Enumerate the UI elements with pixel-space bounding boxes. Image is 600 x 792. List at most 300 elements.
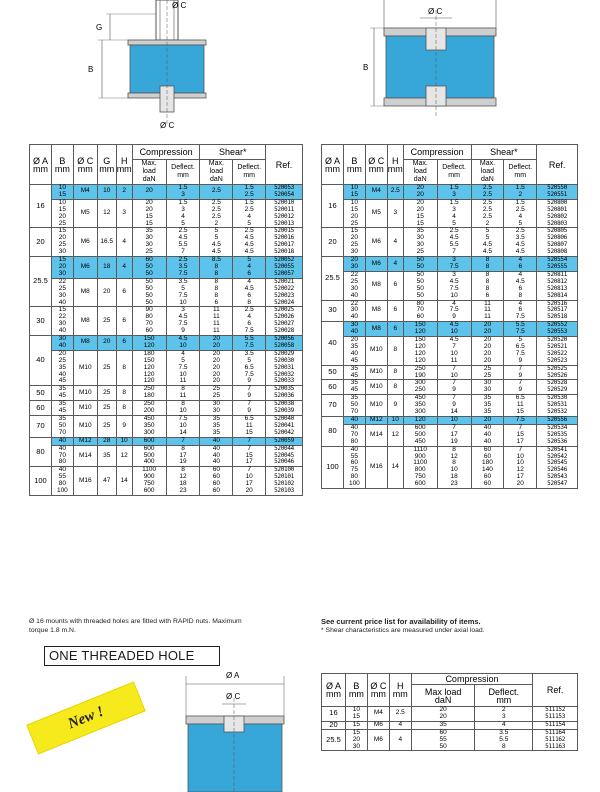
table-row <box>30 199 303 228</box>
cell-ml: 20 20 <box>403 185 437 200</box>
table-row <box>322 199 578 228</box>
cell-b: 20 30 <box>343 257 365 272</box>
cell-b: 15 20 30 <box>345 729 367 751</box>
cell-a: 25.5 <box>30 257 52 307</box>
cell-ref: 520516 520517 520518 <box>537 300 578 322</box>
cell-ref: 520038 520039 <box>266 401 303 416</box>
table-row <box>322 228 578 257</box>
cell-b: 40 55 60 75 80 100 <box>343 446 365 488</box>
cell-df: 1.5 3 4 5 <box>437 199 471 228</box>
note-availability-bold: See current price list for availability of items. <box>321 617 481 626</box>
table-row <box>30 386 303 401</box>
cell-b: 22 25 30 40 <box>51 278 73 307</box>
table-row <box>322 300 578 322</box>
cell-h: 14 <box>387 446 403 488</box>
cell-b: 35 45 <box>51 401 73 416</box>
cell-df: 7 <box>166 437 200 445</box>
cell-sl: 2.5 2.5 2.5 2 <box>200 199 233 228</box>
mount-diagram-one-threaded-hole <box>172 668 304 792</box>
cell-ml: 300 250 <box>403 380 437 395</box>
cell-sd: 4 4.5 6 8 <box>504 271 537 300</box>
cell-c: M8 <box>365 271 387 300</box>
header-b: B mm <box>343 145 365 185</box>
cell-a: 60 <box>30 401 52 416</box>
cell-c: M5 <box>73 199 97 228</box>
table-row <box>322 380 578 395</box>
table-row <box>30 350 303 386</box>
diagram-label-dc: Ø C <box>428 7 443 16</box>
cell-b: 35 50 70 <box>343 395 365 417</box>
cell-b: 40 55 80 100 <box>51 467 73 496</box>
cell-ref: 511152 511153 <box>533 707 578 722</box>
cell-sd: 5.5 7.5 <box>233 336 266 351</box>
cell-b: 35 45 <box>343 380 365 395</box>
table-row <box>322 271 578 300</box>
cell-sl: 11 11 11 11 <box>200 307 233 336</box>
header-compression: Compression <box>403 145 471 160</box>
cell-b: 40 70 80 <box>51 445 73 467</box>
cell-c: M14 <box>365 424 387 446</box>
cell-sl: 5 5 4.5 4.5 <box>471 228 504 257</box>
cell-ml: 50 50 50 50 <box>132 278 166 307</box>
cell-c: M16 <box>73 467 97 496</box>
cell-h: 3 <box>387 199 403 228</box>
cell-ref: 520520 520521 520522 520523 <box>537 337 578 366</box>
cell-sl: 30 30 <box>471 380 504 395</box>
cell-ref: 520025 520026 520027 520028 <box>266 307 303 336</box>
cell-b: 10 15 20 25 <box>51 199 73 228</box>
diagram-label-dc-top: Ø C <box>172 1 187 10</box>
section-title: ONE THREADED HOLE <box>44 646 220 666</box>
cell-ml: 80 70 60 <box>403 300 437 322</box>
cell-ref: 520552 520553 <box>537 322 578 337</box>
cell-c: M8 <box>365 300 387 322</box>
cell-df: 4.5 7 10 11 <box>437 337 471 366</box>
header-ref: Ref. <box>266 145 303 185</box>
cell-b: 15 20 30 <box>51 257 73 279</box>
cell-b: 40 <box>343 417 365 425</box>
header-max-load: Max. load daN <box>132 160 166 185</box>
cell-ref: 520811 520812 520813 520814 <box>537 271 578 300</box>
table-row <box>322 365 578 380</box>
cell-sl: 40 <box>200 437 233 445</box>
table-row <box>30 278 303 307</box>
cell-df: 7 9 <box>437 380 471 395</box>
cell-h: 9 <box>116 416 132 438</box>
cell-a: 16 <box>30 185 52 228</box>
cell-ref: 520800 520801 520802 520803 <box>537 199 578 228</box>
cell-a: 25.5 <box>322 257 344 300</box>
table-row <box>322 729 578 751</box>
cell-a: 50 <box>322 365 344 380</box>
cell-g: 28 <box>97 437 116 445</box>
cell-sl: 8 8 8 6 <box>200 278 233 307</box>
cell-h: 8 <box>387 337 403 366</box>
spec-table-two-threaded-holes <box>321 144 578 489</box>
cell-df: 3.5 5 7.5 10 <box>166 278 200 307</box>
cell-df: 8 10 <box>166 401 200 416</box>
table-row <box>30 401 303 416</box>
cell-c: M12 <box>73 437 97 445</box>
cell-ml: 20 20 15 15 <box>132 199 166 228</box>
header-shear-max-load: Max. load daN <box>471 160 504 185</box>
cell-sl: 60 60 180 140 60 60 <box>471 446 504 488</box>
cell-ref: 520040 520041 520042 <box>266 416 303 438</box>
cell-g: 10 <box>97 185 116 200</box>
cell-c: M10 <box>73 386 97 401</box>
cell-h: 14 <box>116 467 132 496</box>
cell-ml: 150 120 <box>403 322 437 337</box>
new-badge: New ! <box>26 681 146 754</box>
spec-table-one-threaded-hole <box>321 673 578 751</box>
cell-a: 16 <box>322 707 346 722</box>
table-row <box>322 322 578 337</box>
cell-h: 6 <box>387 322 403 337</box>
cell-df: 4 <box>475 721 533 729</box>
cell-ml: 60 50 50 <box>132 257 166 279</box>
cell-h: 4 <box>389 729 411 751</box>
table-row <box>30 257 303 279</box>
cell-a: 80 <box>322 417 344 447</box>
cell-sd: 7 9 <box>504 365 537 380</box>
cell-c: M10 <box>73 401 97 416</box>
cell-b: 20 35 40 45 <box>343 337 365 366</box>
cell-sd: 7.5 <box>504 417 537 425</box>
cell-h: 12 <box>387 424 403 446</box>
cell-sd: 1.5 2.5 4 5 <box>233 199 266 228</box>
cell-sd: 1.5 2.5 4 5 <box>504 199 537 228</box>
cell-df: 4.5 10 <box>437 322 471 337</box>
table-row <box>322 446 578 488</box>
header-h: H mm <box>389 674 411 707</box>
cell-g: 25 <box>97 416 116 438</box>
cell-ref: 520059 <box>266 437 303 445</box>
cell-ml: 20 20 15 15 <box>403 199 437 228</box>
cell-c: M12 <box>365 417 387 425</box>
cell-h: 10 <box>116 437 132 445</box>
cell-b: 10 15 20 25 <box>343 199 365 228</box>
cell-c: M4 <box>73 185 97 200</box>
note-line-2: torque 1.8 m.N. <box>29 627 76 634</box>
cell-ref: 520528 520529 <box>537 380 578 395</box>
header-diameter-c: Ø C mm <box>367 674 389 707</box>
cell-ref: 520035 520036 <box>266 386 303 401</box>
cell-g: 20 <box>97 336 116 351</box>
header-g: G mm <box>97 145 116 185</box>
cell-b: 15 20 25 30 <box>343 228 365 257</box>
table-row <box>30 445 303 467</box>
cell-ml: 50 50 50 50 <box>403 271 437 300</box>
cell-a: 20 <box>30 228 52 257</box>
cell-b: 15 20 25 30 <box>51 228 73 257</box>
cell-a: 25.5 <box>322 729 346 751</box>
cell-c: M10 <box>365 365 387 380</box>
cell-sl: 11 11 11 <box>471 300 504 322</box>
cell-sd: 2.5 3.5 4.5 4.5 <box>504 228 537 257</box>
cell-sl: 25 25 <box>200 386 233 401</box>
cell-ml: 35 <box>411 721 475 729</box>
mount-diagram-two-threaded-holes <box>360 0 520 118</box>
cell-ref: 520029 520030 520031 520032 520033 <box>266 350 303 386</box>
cell-b: 30 40 <box>51 336 73 351</box>
header-shear-deflect: Deflect. mm <box>504 160 537 185</box>
header-shear: Shear* <box>200 145 266 160</box>
cell-c: M4 <box>365 185 387 200</box>
table-row <box>322 395 578 417</box>
cell-ref: 520044 520045 520046 <box>266 445 303 467</box>
cell-df: 8 11 <box>166 386 200 401</box>
cell-ml: 600 <box>132 437 166 445</box>
cell-df: 3 4.5 7.5 9 <box>166 307 200 336</box>
cell-ml: 35 30 30 25 <box>132 228 166 257</box>
cell-sd: 7 15 17 <box>233 445 266 467</box>
cell-sd: 3.5 5 6.5 7.5 9 <box>233 350 266 386</box>
header-shear: Shear* <box>471 145 537 160</box>
cell-b: 22 25 30 40 <box>343 271 365 300</box>
cell-c: M14 <box>73 445 97 467</box>
cell-df: 3.5 5.5 8 <box>475 729 533 751</box>
cell-sl: 30 30 <box>200 401 233 416</box>
header-shear-deflect: Deflect. mm <box>233 160 266 185</box>
table-row <box>30 185 303 200</box>
cell-g: 25 <box>97 401 116 416</box>
cell-sd: 6.5 11 15 <box>233 416 266 438</box>
header-max-load: Max. load daN <box>403 160 437 185</box>
cell-g: 20 <box>97 278 116 307</box>
cell-df: 2.5 4.5 5.5 7 <box>166 228 200 257</box>
mount-diagram-two-studs <box>80 0 260 130</box>
cell-c: M10 <box>73 416 97 438</box>
cell-a: 40 <box>30 336 52 386</box>
cell-ref: 520805 520806 520807 520808 <box>537 228 578 257</box>
table-row <box>322 424 578 446</box>
cell-df: 7.5 10 14 <box>166 416 200 438</box>
cell-df: 4 7.5 9 <box>437 300 471 322</box>
cell-h: 4 <box>387 228 403 257</box>
table-row <box>322 707 578 722</box>
cell-ref: 520021 520022 520023 520024 <box>266 278 303 307</box>
cell-h: 4 <box>389 721 411 729</box>
header-h: H mm <box>116 145 132 185</box>
header-ref: Ref. <box>533 674 578 707</box>
cell-h: 4 <box>387 257 403 272</box>
cell-a: 100 <box>322 446 344 488</box>
table-row <box>30 336 303 351</box>
cell-a: 20 <box>322 228 344 257</box>
note-rapid-nuts <box>29 617 304 635</box>
cell-ml: 20 20 <box>411 707 475 722</box>
cell-sl: 60 60 60 60 <box>200 467 233 496</box>
cell-c: M6 <box>73 257 97 279</box>
cell-c: M6 <box>365 257 387 272</box>
cell-b: 15 <box>345 721 367 729</box>
cell-g: 25 <box>97 307 116 336</box>
diagram-label-b: B <box>88 65 94 74</box>
cell-sl: 8 8 8 6 <box>471 271 504 300</box>
header-compression: Compression <box>411 674 532 685</box>
cell-ml: 180 150 120 120 120 <box>132 350 166 386</box>
header-diameter-a: Ø A mm <box>322 674 346 707</box>
table-row <box>322 417 578 425</box>
cell-b: 35 50 70 <box>51 416 73 438</box>
diagram-label-b: B <box>363 63 369 72</box>
cell-sd: 4 6 <box>504 257 537 272</box>
cell-ml: 250 200 <box>132 401 166 416</box>
spec-table-two-studs <box>29 144 303 496</box>
cell-g: 35 <box>97 445 116 467</box>
cell-a: 30 <box>322 300 344 322</box>
cell-df: 10 <box>437 417 471 425</box>
table-row <box>30 228 303 257</box>
cell-b: 10 15 <box>343 185 365 200</box>
cell-h: 2 <box>116 185 132 200</box>
cell-h: 6 <box>387 271 403 300</box>
cell-a: 80 <box>30 437 52 467</box>
cell-g: 25 <box>97 350 116 386</box>
cell-h: 6 <box>387 300 403 322</box>
cell-c: M6 <box>365 228 387 257</box>
cell-sd: 1.5 2.5 <box>233 185 266 200</box>
cell-ref: 520010 520011 520012 520013 <box>266 199 303 228</box>
header-diameter-c: Ø C mm <box>73 145 97 185</box>
cell-ref: 520015 520016 520017 520018 <box>266 228 303 257</box>
cell-h: 8 <box>387 365 403 380</box>
cell-sl: 8.5 8 8 <box>200 257 233 279</box>
cell-b: 10 15 <box>345 707 367 722</box>
cell-h: 8 <box>116 386 132 401</box>
cell-h: 9 <box>387 395 403 417</box>
cell-ml: 600 500 450 <box>403 424 437 446</box>
cell-h: 4 <box>116 228 132 257</box>
cell-sl: 35 35 35 <box>200 416 233 438</box>
cell-a: 60 <box>322 380 344 395</box>
cell-ref: 520056 520058 <box>266 336 303 351</box>
cell-df: 8 17 19 <box>166 445 200 467</box>
table-row <box>30 437 303 445</box>
cell-a: 100 <box>30 467 52 496</box>
cell-h: 2.5 <box>387 185 403 200</box>
cell-ref: 520534 520535 520536 <box>537 424 578 446</box>
cell-c: M5 <box>365 199 387 228</box>
cell-sd: 7 10 17 20 <box>233 467 266 496</box>
cell-sd: 7 9 <box>233 386 266 401</box>
cell-df: 2.5 4.5 5.5 7 <box>437 228 471 257</box>
diagram-label-dc: Ø C <box>226 692 241 701</box>
cell-g: 47 <box>97 467 116 496</box>
cell-ref: 520550 520551 <box>537 185 578 200</box>
cell-g: 25 <box>97 386 116 401</box>
cell-sl: 20 <box>471 417 504 425</box>
cell-h: 6 <box>116 336 132 351</box>
cell-sd: 7 9 <box>233 401 266 416</box>
cell-c: M6 <box>367 721 389 729</box>
cell-df: 7 10 <box>437 365 471 380</box>
cell-sd: 1.5 2 <box>504 185 537 200</box>
cell-ref: 520556 <box>537 417 578 425</box>
cell-sl: 40 40 40 <box>200 445 233 467</box>
cell-df: 1.5 3 <box>166 185 200 200</box>
cell-sl: 40 40 40 <box>471 424 504 446</box>
cell-ml: 150 120 120 120 <box>403 337 437 366</box>
cell-h: 4 <box>116 257 132 279</box>
cell-ref: 520554 520555 <box>537 257 578 272</box>
cell-ml: 450 350 300 <box>403 395 437 417</box>
cell-g: 18 <box>97 257 116 279</box>
cell-ref: 511164 511162 511163 <box>533 729 578 751</box>
cell-sl: 20 20 20 20 20 <box>200 350 233 386</box>
cell-sl: 2.5 2.5 <box>471 185 504 200</box>
cell-a: 20 <box>322 721 346 729</box>
cell-ml: 1110 900 1100 800 750 600 <box>403 446 437 488</box>
cell-df: 3 7.5 <box>437 257 471 272</box>
cell-c: M10 <box>365 395 387 417</box>
cell-ml: 20 <box>132 185 166 200</box>
cell-sl: 2.5 <box>200 185 233 200</box>
cell-c: M8 <box>365 322 387 337</box>
cell-sd: 6.5 11 15 <box>504 395 537 417</box>
cell-ref: 511154 <box>533 721 578 729</box>
cell-ml: 50 50 <box>403 257 437 272</box>
cell-h: 8 <box>116 401 132 416</box>
cell-h: 6 <box>116 278 132 307</box>
cell-sl: 20 20 <box>471 322 504 337</box>
note-availability <box>321 617 581 635</box>
cell-sd: 5 6.5 7.5 9 <box>504 337 537 366</box>
cell-sl: 20 20 20 20 <box>471 337 504 366</box>
cell-sl: 8 8 <box>471 257 504 272</box>
cell-df: 4 5 7.5 10 11 <box>166 350 200 386</box>
cell-sd: 5 4 6 <box>233 257 266 279</box>
header-deflect: Deflect. mm <box>166 160 200 185</box>
cell-a: 30 <box>30 307 52 336</box>
note-shear-asterisk: * Shear characteristics are measured under axial load. <box>321 627 485 634</box>
cell-ref: 520541 520542 520545 520546 520543 520547 <box>537 446 578 488</box>
cell-ref: 520530 520531 520532 <box>537 395 578 417</box>
table-row <box>322 337 578 366</box>
cell-c: M4 <box>367 707 389 722</box>
header-h: H mm <box>387 145 403 185</box>
cell-df: 2.5 3.5 7.5 <box>166 257 200 279</box>
cell-c: M10 <box>365 380 387 395</box>
header-max-load: Max load daN <box>411 685 475 707</box>
cell-h: 8 <box>387 380 403 395</box>
table-row <box>322 185 578 200</box>
cell-h: 8 <box>116 350 132 386</box>
cell-a: 40 <box>322 322 344 365</box>
header-b: B mm <box>51 145 73 185</box>
note-line-1: Ø 16 mounts with threaded holes are fitted with RAPID nuts. Maximum <box>29 618 242 625</box>
table-row <box>30 416 303 438</box>
header-compression: Compression <box>132 145 200 160</box>
cell-c: M16 <box>365 446 387 488</box>
cell-g: 12 <box>97 199 116 228</box>
cell-h: 12 <box>116 445 132 467</box>
cell-ref: 520100 520101 520102 520103 <box>266 467 303 496</box>
cell-c: M6 <box>73 228 97 257</box>
cell-ml: 600 500 400 <box>132 445 166 467</box>
cell-df: 7 9 14 <box>437 395 471 417</box>
header-diameter-c: Ø C mm <box>365 145 387 185</box>
cell-g: 16.5 <box>97 228 116 257</box>
cell-ml: 1100 900 750 600 <box>132 467 166 496</box>
cell-df: 8 12 18 23 <box>166 467 200 496</box>
cell-b: 30 40 <box>343 322 365 337</box>
cell-b: 10 15 <box>51 185 73 200</box>
cell-ref: 520053 520054 <box>266 185 303 200</box>
cell-sd: 7 9 <box>504 380 537 395</box>
cell-sd: 7 10 10 12 17 20 <box>504 446 537 488</box>
header-b: B mm <box>345 674 367 707</box>
